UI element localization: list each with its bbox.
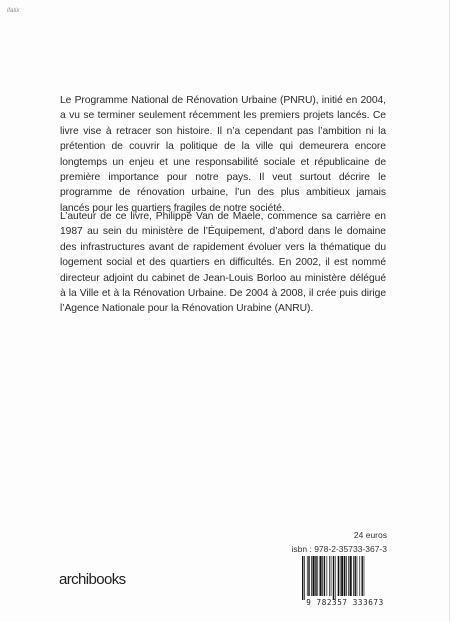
barcode-bar <box>348 556 349 596</box>
barcode-bar <box>304 556 305 600</box>
barcode-bar <box>335 556 336 600</box>
barcode-bar <box>311 556 312 596</box>
barcode-bar <box>322 556 323 596</box>
price-label: 24 euros <box>353 530 387 540</box>
barcode-bar <box>340 556 341 596</box>
barcode-bars <box>300 556 390 600</box>
barcode-bar <box>331 556 332 596</box>
barcode-bar <box>302 556 303 600</box>
barcode-bar <box>307 556 308 596</box>
barcode-bar <box>320 556 322 596</box>
barcode-bar <box>338 556 339 596</box>
barcode-bar <box>315 556 316 596</box>
barcode-bar <box>350 556 352 596</box>
barcode-bar <box>353 556 354 596</box>
author-paragraph: L’auteur de ce livre, Philippe Van de Maele, commence sa carrière en 1987 au sein du ministère de l’Équipement, d’abord dans le domaine des infrastructures avant de rapidement évoluer vers la thématique du logement social et des quartiers en difficultés. En 2002, il est nommé directeur adjoint du cabinet de Jean-Louis Borloo au ministère délégué à la Ville et à la Rénovation Urbaine. De 2004 à 2008, il crée puis dirige l’Agence Nationale pour la Rénovation Urabine (ANRU). <box>60 211 386 315</box>
isbn-label: isbn : 978-2-35733-367-3 <box>291 544 387 554</box>
barcode-bar <box>333 556 334 600</box>
barcode-bar <box>364 556 365 596</box>
barcode-bar <box>346 556 347 596</box>
barcode-bar <box>357 556 358 596</box>
barcode-bar <box>341 556 343 596</box>
barcode-bar <box>308 556 309 596</box>
barcode <box>300 556 390 600</box>
publisher-logo: archibooks <box>59 571 126 588</box>
barcode-bar <box>329 556 330 596</box>
barcode-bar <box>362 556 363 596</box>
summary-paragraph: Le Programme National de Rénovation Urbaine (PNRU), initié en 2004, a vu se terminer seulement récemment les premiers projets lancés. Ce livre vise à retracer son histoire. Il n’a cependant pas l’ambition ni la prétention de couvrir la politique de la ville qui demeurera encore longtemps un enjeu et une responsabilité sociale et républicaine de première importance pour notre pays. Il veut surtout décrire le programme de rénovation urbaine, l’un des plus ambitieux jamais lancés pour les quartiers fragiles de notre société. <box>60 95 386 214</box>
barcode-bar <box>317 556 318 596</box>
barcode-bar <box>355 556 356 596</box>
barcode-bar <box>324 556 325 596</box>
barcode-digits: 9 782357 333673 <box>306 598 384 607</box>
barcode-bar <box>313 556 315 596</box>
corner-mark: ifatix <box>7 8 20 14</box>
barcode-bar <box>327 556 328 596</box>
barcode-bar <box>344 556 345 596</box>
barcode-bar <box>359 556 360 596</box>
